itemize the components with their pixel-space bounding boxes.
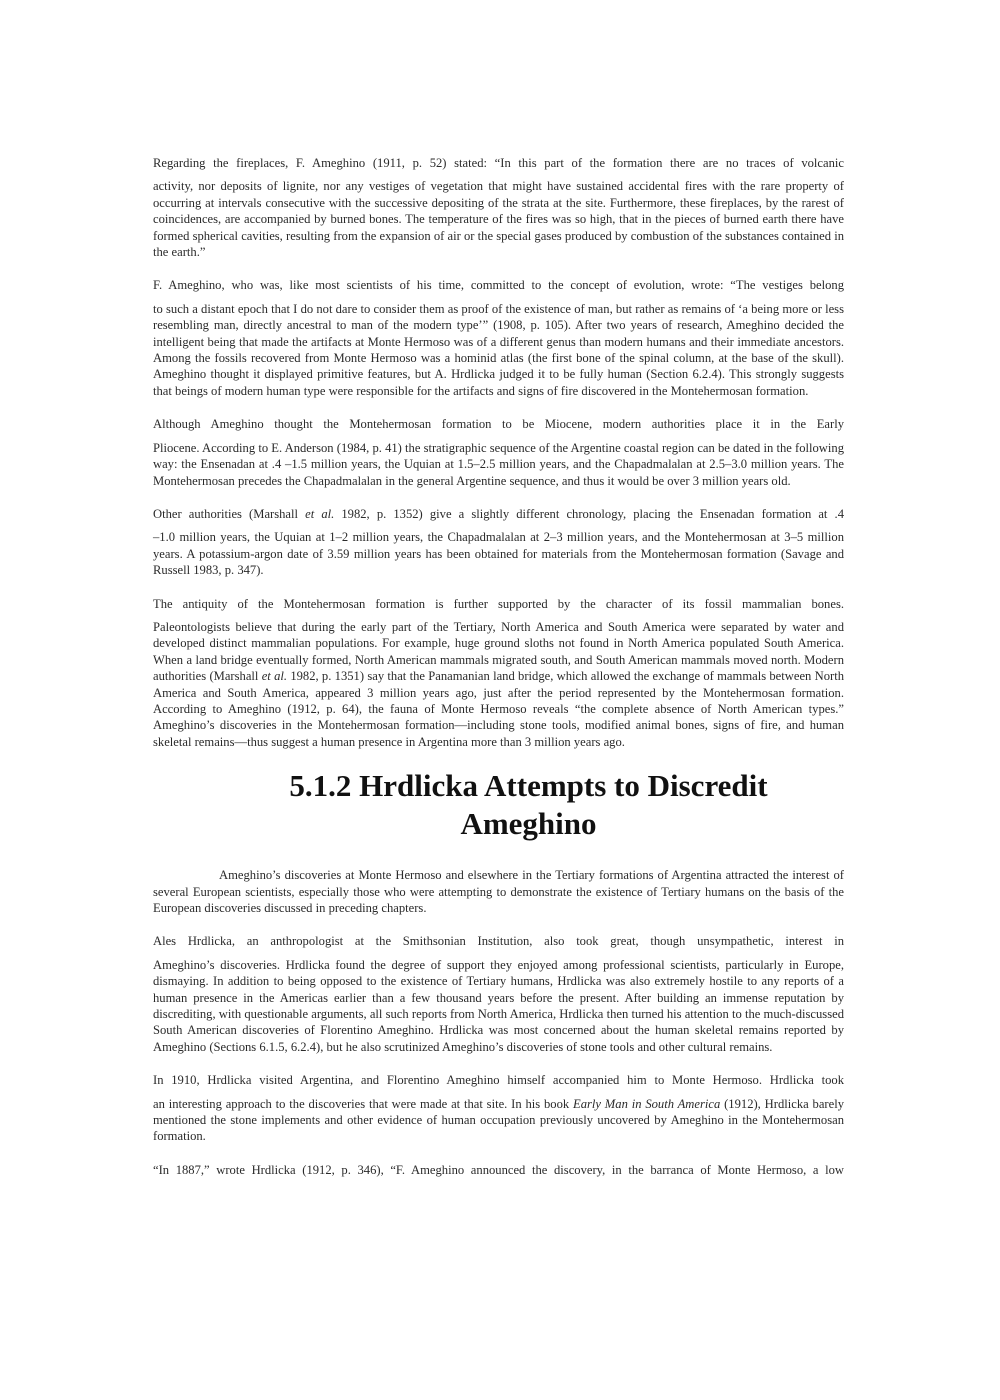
paragraph-first-line: Ales Hrdlicka, an anthropologist at the Smithsonian Institution, also took great, though unsympathetic, interest in — [153, 934, 844, 949]
document-page — [153, 155, 844, 1195]
paragraph-body: Ameghino’s discoveries. Hrdlicka found the degree of support they enjoyed among professional scientists, particularly in Europe, dismaying. In addition to being opposed to the existence of Tertiary humans, Hrdlicka was also extremely hostile to any reports of a human presence in the Americas earlier than a few thousand years before the present. After building an immense reputation by discrediting, with questionable arguments, all such reports from North America, Hrdlicka then turned his attention to the much-discussed South American discoveries of Florentino Ameghino. Hrdlicka was most concerned about the human skeletal remains reported by Ameghino (Sections 6.1.5, 6.2.4), but he also scrutinized Ameghino’s discoveries of stone tools and other cultural remains. — [153, 957, 844, 1054]
italic-et-al: et al. — [261, 669, 288, 684]
text-segment: Other authorities (Marshall — [153, 506, 306, 521]
text-segment: Paleontologists believe that during the early part of the Tertiary, North America and South America were separated by water and developed distinct mammalian populations. For example, huge ground sloths not found in North America populated South America. When a land bridge eventually formed, North American mammals migrated south, and South American mammals moved north. Modern authorities (Marshall — [153, 619, 844, 684]
section-heading — [153, 767, 844, 843]
text-segment: (1912), Hrdlicka barely mentioned the stone implements and other evidence of human occupation previously uncovered by Ameghino in the Montehermosan formation. — [153, 1096, 844, 1144]
paragraph-fireplaces — [153, 155, 844, 260]
italic-et-al: et al. — [305, 506, 335, 521]
paragraph-first-line: Although Ameghino thought the Montehermosan formation to be Miocene, modern authorities place it in the Early — [153, 417, 844, 432]
paragraph-body: activity, nor deposits of lignite, nor any vestiges of vegetation that might have sustained accidental fires with the rare property of occurring at intervals consecutive with the successive depositing of the strata at the site. Furthermore, these fireplaces, by the rarest of coincidences, are accompanied by burned bones. The temperature of the fires was so high, that in the pieces of burned earth there have formed spherical cavities, resulting from the expansion of air or the special gases produced by combustion of the substances contained in the earth.” — [153, 179, 844, 260]
text-segment: 1982, p. 1351) say that the Panamanian land bridge, which allowed the exchange of mammals between North America and South America, appeared 3 million years ago, just after the period represented by the Montehermosan formation. According to Ameghino (1912, p. 64), the fauna of Monte Hermoso reveals “the complete absence of North American types.” Ameghino’s discoveries in the Montehermosan formation—including stone tools, modified animal bones, signs of fire, and human skeletal remains—thus suggest a human presence in Argentina more than 3 million years ago. — [153, 669, 845, 749]
paragraph-body: to such a distant epoch that I do not dare to consider them as proof of the existence of man, but rather as remains of ‘a being more or less resembling man, directly ancestral to man of the modern type’” (1908, p. 105). After two years of research, Ameghino decided the intelligent being that made the artifacts at Monte Hermoso was of a different genus than modern humans and their immediate ancestors. Among the fossils recovered from Monte Hermoso was a hominid atlas (the first bone of the spinal column, at the base of the skull). Ameghino thought it displayed primitive features, but A. Hrdlicka judged it to be fully human (Section 6.2.4). This strongly suggests that beings of modern human type were responsible for the artifacts and signs of fire discovered in the Montehermosan formation. — [153, 301, 844, 398]
paragraph-first-line: The antiquity of the Montehermosan formation is further supported by the character of its fossil mammalian bones. — [153, 596, 844, 611]
paragraph-first-line: In 1910, Hrdlicka visited Argentina, and Florentino Ameghino himself accompanied him to Monte Hermoso. Hrdlicka took — [153, 1073, 844, 1088]
text-segment: an interesting approach to the discoveries that were made at that site. In his book — [153, 1096, 573, 1111]
paragraph-body — [153, 619, 844, 750]
paragraph-mammalian-bones — [153, 596, 844, 751]
paragraph-1887-quote — [153, 1162, 844, 1178]
paragraph-first-line: F. Ameghino, who was, like most scientists of his time, committed to the concept of evolution, wrote: “The vestiges belong — [153, 278, 844, 293]
paragraph-first-line: “In 1887,” wrote Hrdlicka (1912, p. 346), “F. Ameghino announced the discovery, in the barranca of Monte Hermoso, a low — [153, 1162, 844, 1177]
paragraph-european-interest: Ameghino’s discoveries at Monte Hermoso and elsewhere in the Tertiary formations of Argentina attracted the interest of several European scientists, especially those who were attempting to demonstrate the existence of Tertiary humans on the basis of the European discoveries discussed in preceding chapters. — [153, 868, 844, 915]
paragraph-pliocene — [153, 416, 844, 489]
text-segment: 1982, p. 1352) give a slightly different chronology, placing the Ensenadan formation at .4 — [334, 506, 844, 521]
section-heading-line1: 5.1.2 Hrdlicka Attempts to Discredit — [289, 768, 768, 804]
paragraph-first-line: Regarding the fireplaces, F. Ameghino (1911, p. 52) stated: “In this part of the formation there are no traces of volcanic — [153, 156, 844, 170]
paragraph-body: –1.0 million years, the Uquian at 1–2 million years, the Chapadmalalan at 2–3 million years, and the Montehermosan at 3–5 million years. A potassium-argon date of 3.59 million years has been obtained for materials from the Montehermosan formation (Savage and Russell 1983, p. 347). — [153, 530, 844, 578]
paragraph-body — [153, 1096, 844, 1145]
paragraph-evolution — [153, 277, 844, 399]
section-heading-line2: Ameghino — [460, 806, 597, 842]
paragraph-first-line — [153, 506, 844, 522]
paragraph-hrdlicka-intro — [153, 933, 844, 1055]
paragraph-chronology — [153, 506, 844, 579]
paragraph-body: Pliocene. According to E. Anderson (1984, p. 41) the stratigraphic sequence of the Argentine coastal region can be dated in the following way: the Ensenadan at .4 –1.5 million years, the Uquian at 1.5–2.5 million years, and the Chapadmalalan at 2.5–3.0 million years. The Montehermosan precedes the Chapadmalalan in the general Argentine sequence, and thus it would be over 3 million years old. — [153, 440, 844, 488]
italic-book-title: Early Man in South America — [573, 1096, 721, 1111]
paragraph-1910-visit — [153, 1072, 844, 1145]
